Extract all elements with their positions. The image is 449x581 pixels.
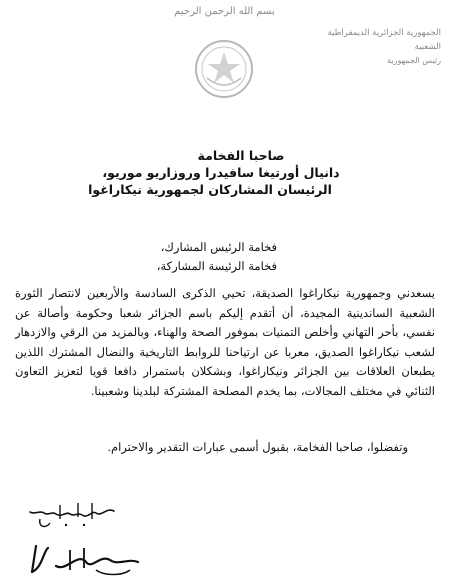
addressee-title: صاحبا الفخامة <box>197 148 285 163</box>
addressee-names: دانيال أورتيغا سافيدرا وروزاريو موريو، <box>102 165 340 180</box>
body-paragraph: يسعدني وجمهورية نيكاراغوا الصديقة، تحيي الذكرى السادسة والأربعين لانتصار الثورة الشعبية الساندينية المجيدة، أن أتقدم إليكم باسم الجزائر شعبا وحكومة وأصالة عن نفسي، بأحر التهاني وأخلص التمنيات بموفور الصحة والهناء، وبالمزيد من الرقي والازدهار لشعب نيكاراغوا الصديق، معربا عن ارتياحنا للروابط التاريخية والنضال المشترك اللذين يطبعان العلاقات بين الجزائر ونيكاراغوا، وبشكلان باستمرار دافعا قويا لتعزيز التعاون الثنائي في مختلف المجالات، بما يخدم المصلحة المشتركة لبلدينا وشعبينا. <box>15 286 435 398</box>
addressee-role: الرئيسان المشاركان لجمهورية نيكاراغوا <box>88 182 332 197</box>
handwritten-signature-icon <box>26 542 146 580</box>
addressee-block <box>51 147 391 198</box>
salutation-line-2: فخامة الرئيسة المشاركة، <box>156 259 277 273</box>
signature-name-script <box>22 497 122 537</box>
republic-line: الجمهورية الجزائرية الديمقراطية الشعبية <box>327 28 441 52</box>
letterhead <box>301 26 441 68</box>
salutation-line-1: فخامة الرئيس المشارك، <box>160 240 277 254</box>
closing-line: وتفضلوا، صاحبا الفخامة، بقبول أسمى عبارات التقدير والاحترام. <box>107 440 408 454</box>
office-line: رئيس الجمهورية <box>387 56 441 65</box>
seal-emblem-icon <box>193 38 255 100</box>
bismillah-line: بسم الله الرحمن الرحيم <box>174 6 275 17</box>
salutation-block <box>37 238 277 276</box>
